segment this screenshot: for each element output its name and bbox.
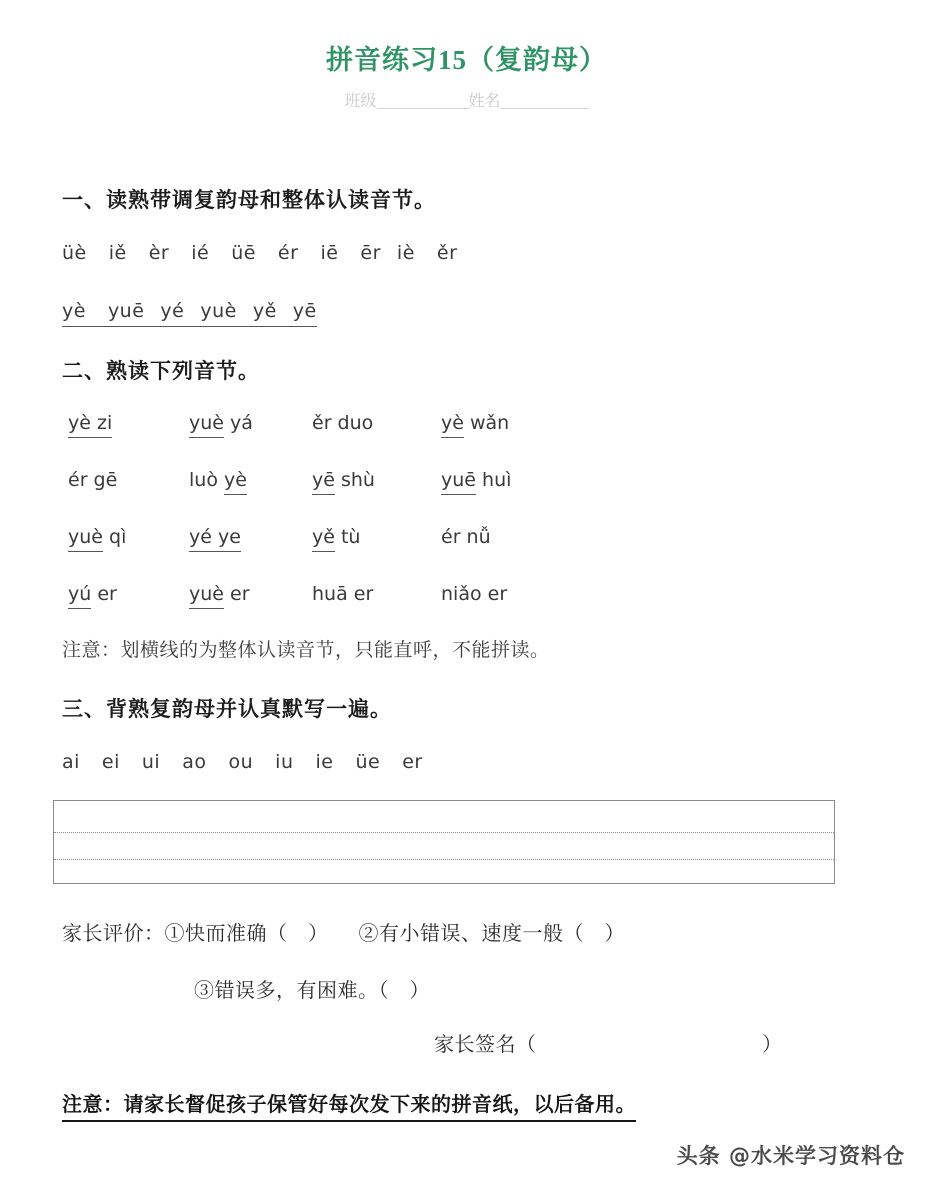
pinyin-token: yē (292, 300, 317, 322)
section-1-heading: 一、读熟带调复韵母和整体认读音节。 (62, 187, 436, 212)
footer-warning-notice: 注意：请家长督促孩子保管好每次发下来的拼音纸，以后备用。 (62, 1088, 636, 1122)
word-text: ér gē (68, 469, 118, 491)
source-watermark: 头条 @水米学习资料仓 (676, 1144, 905, 1168)
evaluation-option-1[interactable]: ①快而准确（ ） (164, 921, 329, 945)
word-cell (68, 583, 117, 609)
section-3-heading: 三、背熟复韵母并认真默写一遍。 (62, 696, 392, 721)
parent-evaluation-label: 家长评价： (62, 921, 165, 945)
word-row (68, 412, 588, 469)
final-token: ui (141, 751, 161, 773)
section-2-note: 注意：划横线的为整体认读音节，只能直呼，不能拼读。 (62, 639, 550, 661)
final-token: ao (182, 751, 207, 773)
pinyin-token: ēr (360, 242, 381, 264)
word-text-underlined-part: yuè (189, 583, 224, 609)
word-text: huā er (312, 583, 374, 605)
section-2-word-grid (68, 412, 588, 640)
word-text-underlined-part: yuè (68, 526, 103, 552)
pinyin-token: iē (320, 242, 339, 264)
section-3-finals-row (62, 751, 423, 773)
evaluation-option-3[interactable]: ③错误多，有困难。（ ） (194, 978, 430, 1002)
word-cell (189, 412, 253, 438)
pinyin-token: èr (148, 242, 170, 264)
word-cell (312, 469, 375, 495)
final-token: er (402, 751, 423, 773)
class-label: 班级 (344, 93, 377, 110)
final-token: ie (315, 751, 334, 773)
word-text-plain-part: shù (340, 469, 375, 491)
pinyin-token: yuè (200, 300, 237, 322)
final-token: ai (62, 751, 80, 773)
word-text-plain-part: huì (482, 469, 512, 491)
word-text-underlined-part: yú (68, 583, 91, 609)
word-text-plain-part: qì (109, 526, 127, 548)
word-row (68, 469, 588, 526)
word-cell (189, 583, 250, 609)
word-cell (441, 412, 509, 438)
word-cell (441, 469, 511, 495)
evaluation-option-2[interactable]: ②有小错误、速度一般（ ） (358, 921, 625, 945)
pinyin-token: ér (277, 242, 299, 264)
word-text-underlined-part: yuē (441, 469, 476, 495)
word-text-plain-part: luò (189, 469, 218, 491)
word-text: niǎo er (441, 583, 508, 605)
word-cell (441, 526, 491, 548)
word-text-underlined-part: yuè (189, 412, 224, 438)
word-cell (68, 412, 112, 438)
student-info-line (0, 88, 933, 111)
word-text-plain-part: yá (230, 412, 253, 434)
pinyin-token: iě (108, 242, 127, 264)
pinyin-token: üè (62, 242, 87, 264)
page-title (0, 38, 933, 77)
class-fill-in-blank[interactable] (377, 93, 469, 109)
word-text-underlined-part: yě (312, 526, 335, 552)
word-cell (68, 526, 126, 552)
section-1-pinyin-row-1 (62, 242, 457, 264)
section-2-heading: 二、熟读下列音节。 (62, 358, 260, 383)
pinyin-token: yuē (107, 300, 145, 322)
final-token: ou (228, 751, 254, 773)
word-text-underlined-part: yè (224, 469, 247, 495)
parent-evaluation-line-1 (62, 917, 625, 946)
final-token: iu (275, 751, 294, 773)
pinyin-token: yé (160, 300, 185, 322)
word-cell (441, 583, 507, 605)
pinyin-token: üē (231, 242, 256, 264)
title-main-text: 拼音练习 (326, 45, 438, 76)
pinyin-token: yè (62, 300, 86, 322)
word-cell (312, 583, 373, 605)
name-label: 姓名 (468, 93, 501, 110)
guide-line-dotted (54, 859, 834, 860)
guide-line-dotted (54, 832, 834, 833)
final-token: üe (355, 751, 381, 773)
title-paren-text: （复韵母） (467, 45, 607, 76)
word-text-plain-part: er (97, 583, 117, 605)
title-number: 15 (438, 45, 467, 75)
word-text-underlined-part: yè (441, 412, 464, 438)
pinyin-token: yě (252, 300, 277, 322)
word-cell (312, 526, 360, 552)
word-text: yé ye (189, 526, 241, 552)
word-text-plain-part: er (230, 583, 250, 605)
word-text-plain-part: wǎn (469, 412, 510, 434)
word-cell (189, 526, 241, 552)
word-text: yè zi (68, 412, 112, 438)
section-1-pinyin-row-2 (62, 300, 317, 327)
pinyin-token: ié (191, 242, 210, 264)
word-cell (312, 412, 373, 434)
word-text-plain-part: tù (340, 526, 361, 548)
pinyin-token: ěr (436, 242, 458, 264)
final-token: ei (101, 751, 120, 773)
parent-signature-field[interactable]: 家长签名（ ） (434, 1032, 783, 1056)
word-text: ěr duo (312, 412, 374, 434)
word-text-underlined-part: yē (312, 469, 335, 495)
handwriting-practice-box[interactable] (53, 800, 835, 884)
name-fill-in-blank[interactable] (501, 93, 589, 109)
word-row (68, 583, 588, 640)
word-cell (68, 469, 117, 491)
word-row (68, 526, 588, 583)
word-cell (189, 469, 247, 495)
pinyin-token: iè (396, 242, 415, 264)
word-text: ér nǚ (441, 526, 491, 548)
